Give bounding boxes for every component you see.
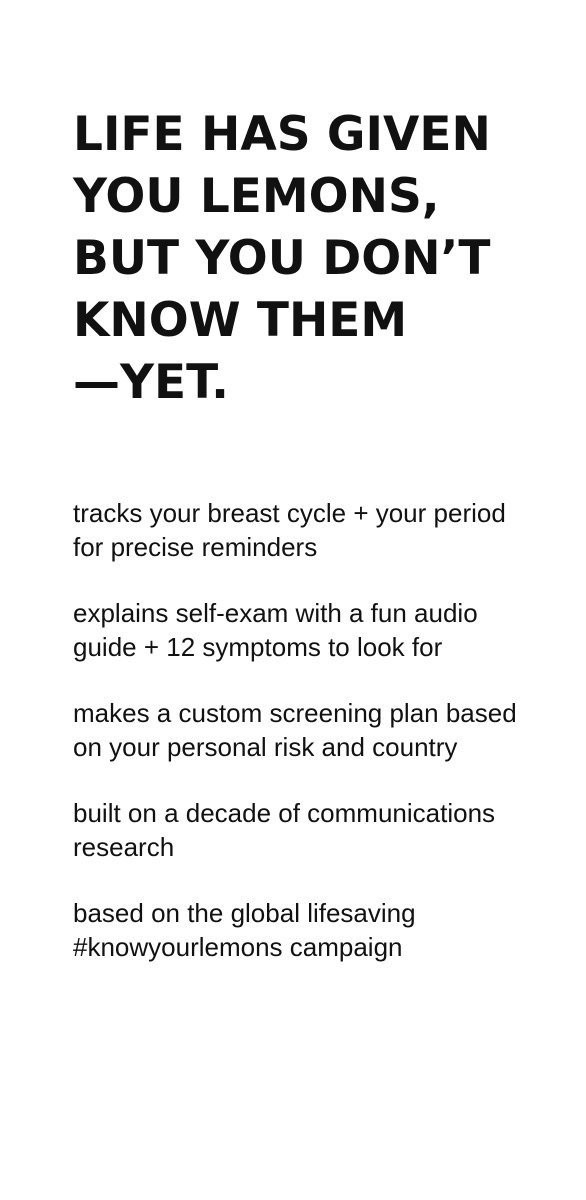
headline-line: YOU LEMONS,	[73, 169, 440, 224]
feature-item-self-exam: explains self-exam with a fun audio guide + 12 symptoms to look for	[73, 598, 478, 662]
headline-line: BUT YOU DON’T	[73, 231, 491, 286]
feature-item-campaign: based on the global lifesaving #knowyourlemons campaign	[73, 898, 416, 962]
feature-item-cycle-tracking: tracks your breast cycle + your period for precise reminders	[73, 498, 506, 562]
headline-line: LIFE HAS GIVEN	[73, 107, 491, 162]
feature-item-research: built on a decade of communications research	[73, 798, 496, 862]
headline-line: —YET.	[73, 355, 229, 410]
headline	[73, 104, 573, 414]
feature-list	[73, 496, 543, 996]
feature-item-screening-plan: makes a custom screening plan based on your personal risk and country	[73, 698, 517, 762]
headline-line: KNOW THEM	[73, 293, 408, 348]
